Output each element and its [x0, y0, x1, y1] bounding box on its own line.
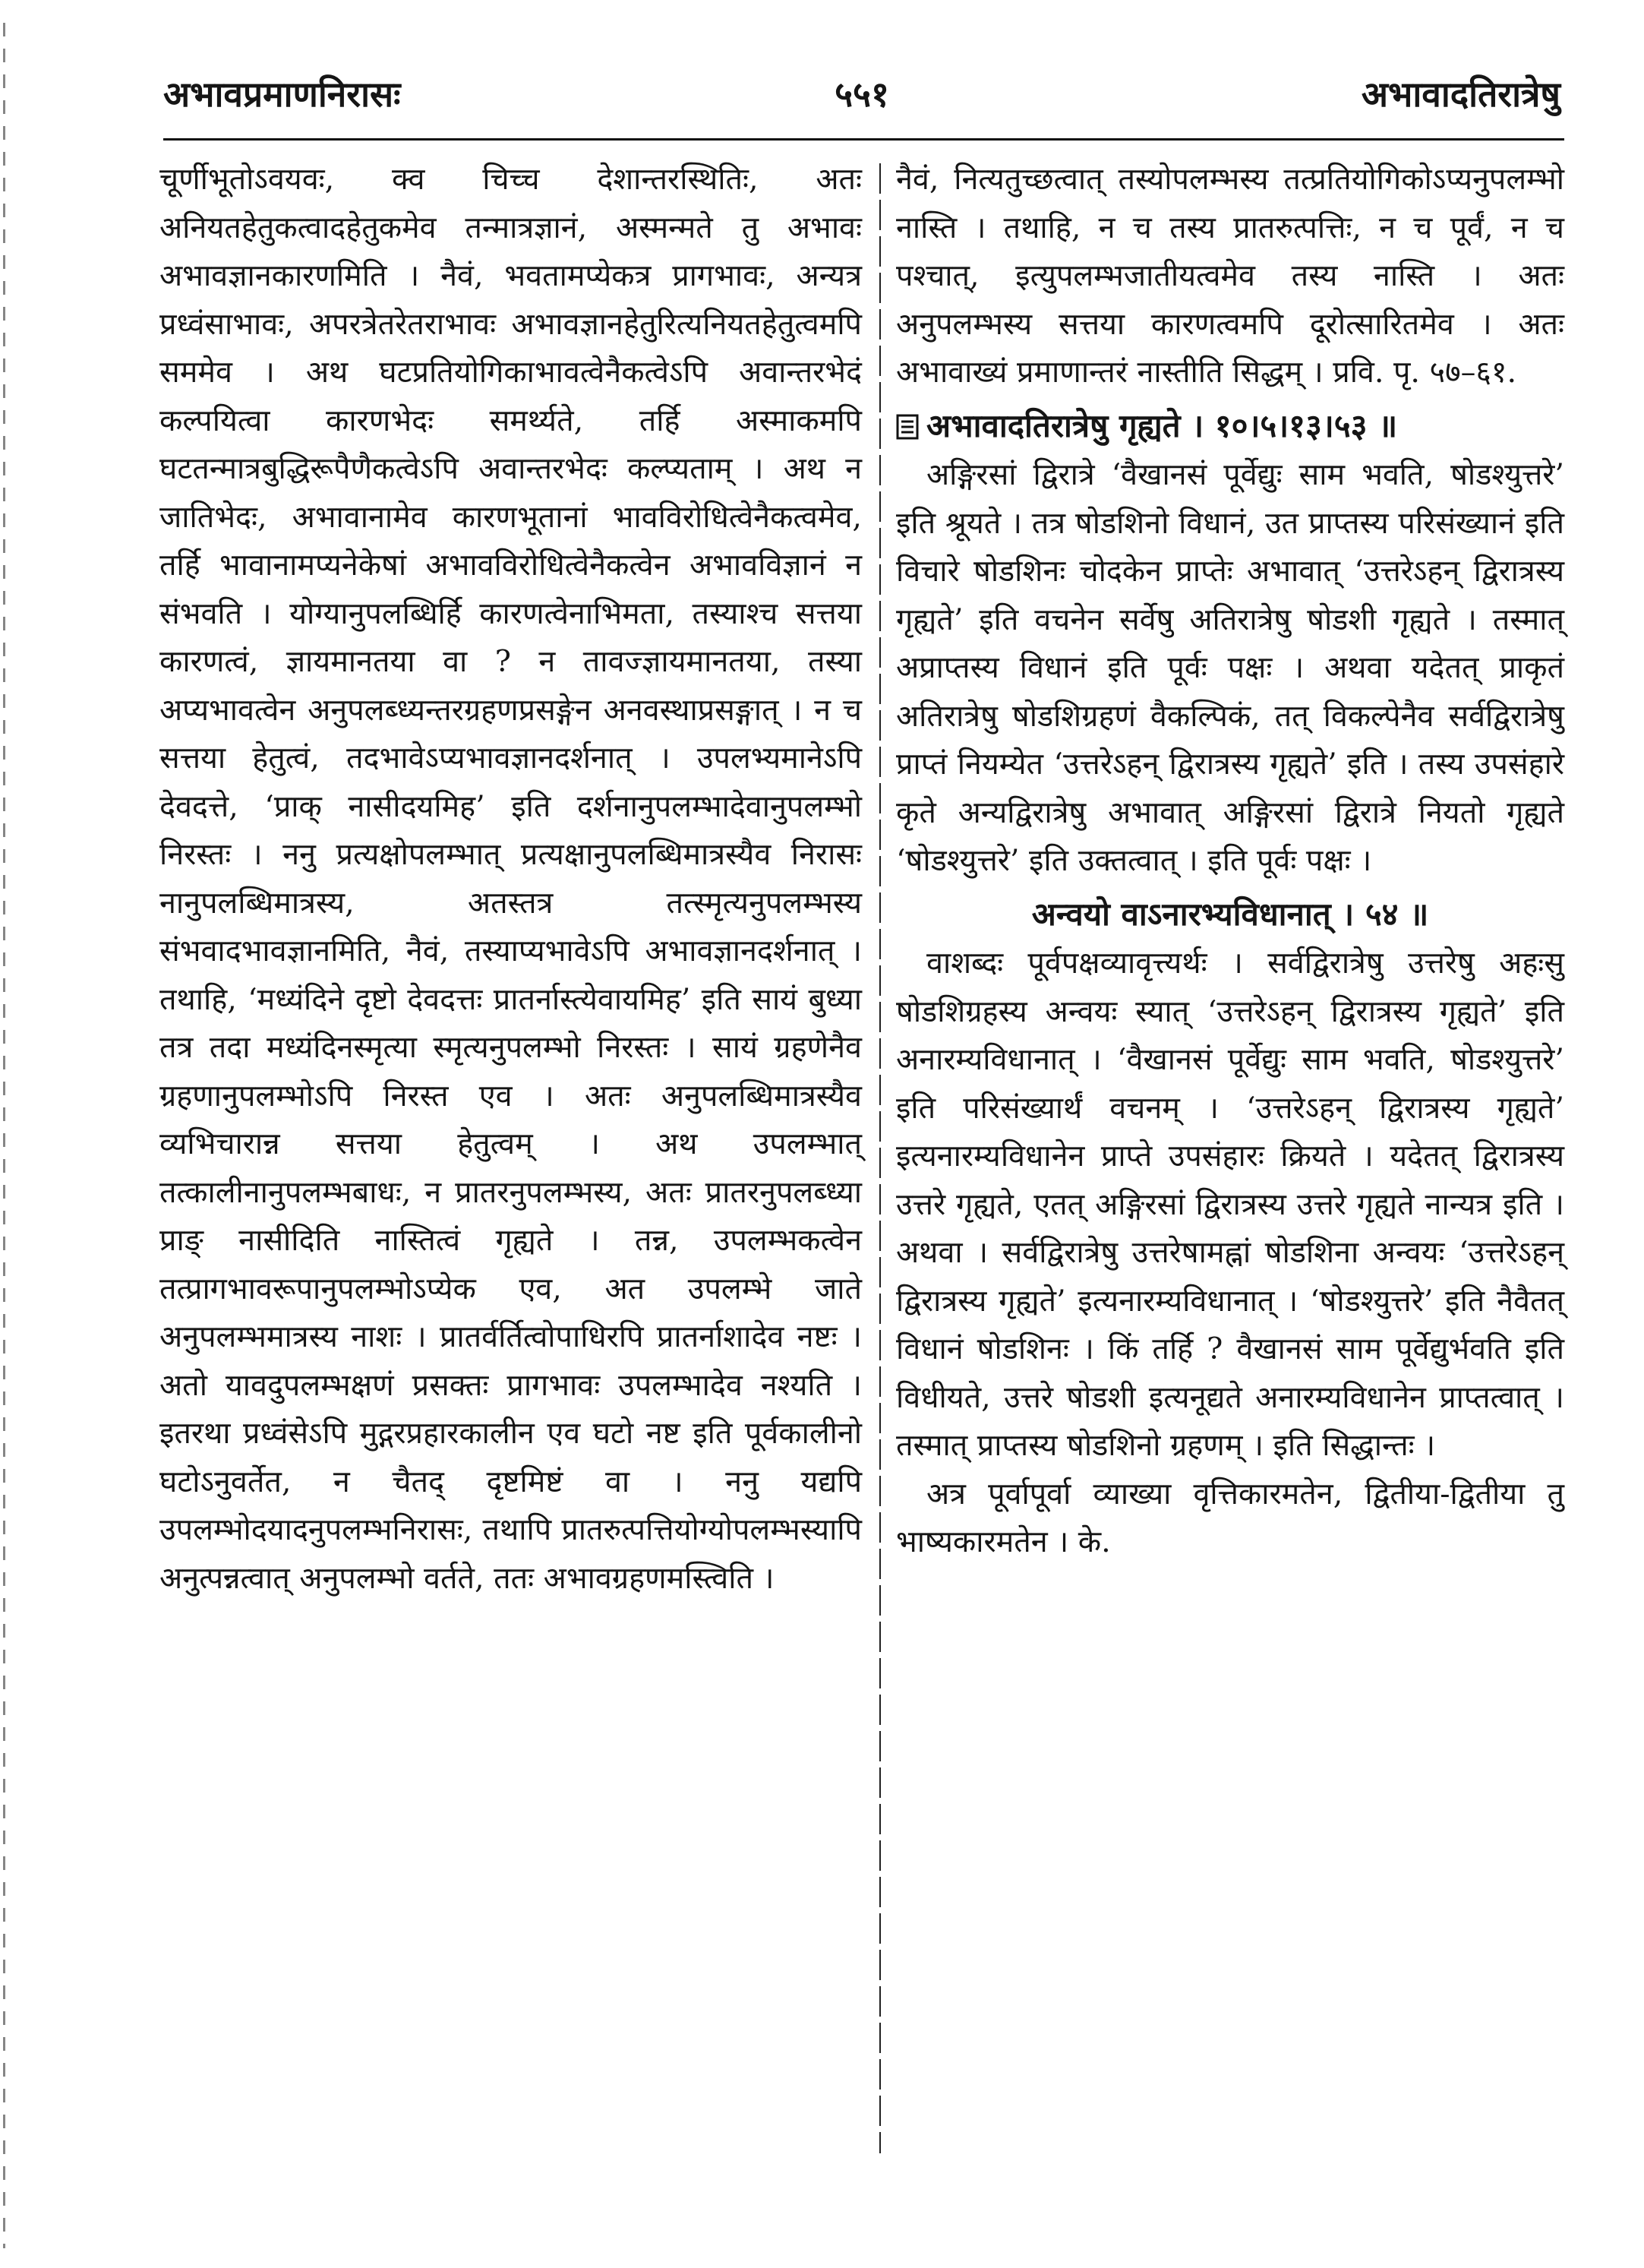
- left-column: [159, 156, 862, 1603]
- sutra-heading-53-text: अभावादतिरात्रेषु गृह्यते । १०।५।१३।५३ ॥: [926, 406, 1398, 444]
- header-rule: [163, 138, 1564, 141]
- running-title-right: अभावादतिरात्रेषु: [1361, 74, 1560, 115]
- right-intro-paragraph: नैवं, नित्यतुच्छत्वात् तस्योपलम्भस्य तत्प्रतियोगिकोऽप्यनुपलम्भो नास्ति । तथाहि, न च तस्य प्रातरुत्पत्तिः, न च पूर्वं, न च पश्चात्, इत्युपलम्भजातीयत्वमेव तस्य नास्ति । अतः अनुपलम्भस्य सत्तया कारणत्वमपि दूरोत्सारितमेव । अतः अभावाख्यं प्रमाणान्तरं नास्तीति सिद्धम् । प्रवि. पृ. ५७–६१.: [896, 162, 1564, 390]
- commentary-53: अङ्गिरसां द्विरात्रे ‘वैखानसं पूर्वेद्युः साम भवति, षोडश्युत्तरे’ इति श्रूयते । तत्र षोडशिनो विधानं, उत प्राप्तस्य परिसंख्यानं इति विचारे षोडशिनः चोदकेन प्राप्तेः अभावात् ‘उत्तरेऽहन् द्विरात्रस्य गृह्यते’ इति वचनेन सर्वेषु अतिरात्रेषु षोडशी गृह्यते । तस्मात् अप्राप्तस्य विधानं इति पूर्वः पक्षः । अथवा यदेतत् प्राकृतं अतिरात्रेषु षोडशिग्रहणं वैकल्पिकं, तत् विकल्पेनैव सर्वद्विरात्रेषु प्राप्तं नियम्येत ‘उत्तरेऽहन् द्विरात्रस्य गृह्यते’ इति । तस्य उपसंहारे कृते अन्यद्विरात्रेषु अभावात् अङ्गिरसां द्विरात्रे नियतो गृह्यते ‘षोडश्युत्तरे’ इति उक्तत्वात् । इति पूर्वः पक्षः ।: [896, 457, 1564, 878]
- closing-note: अत्र पूर्वापूर्वा व्याख्या वृत्तिकारमतेन, द्वितीया-द्वितीया तु भाष्यकारमतेन । के.: [896, 1476, 1564, 1559]
- sutra-heading-53: [896, 402, 1564, 450]
- section-mark-icon: [896, 414, 919, 440]
- scan-edge-line: [3, 23, 5, 2248]
- page-number: ५५१: [835, 74, 889, 115]
- page-header: [163, 70, 1560, 131]
- right-column: [896, 156, 1564, 1567]
- commentary-54: वाशब्दः पूर्वपक्षव्यावृत्त्यर्थः । सर्वद्विरात्रेषु उत्तरेषु अहःसु षोडशिग्रहस्य अन्वयः स्यात् ‘उत्तरेऽहन् द्विरात्रस्य गृह्यते’ इति अनारम्यविधानात् । ‘वैखानसं पूर्वेद्युः साम भवति, षोडश्युत्तरे’ इति परिसंख्यार्थं वचनम् । ‘उत्तरेऽहन् द्विरात्रस्य गृह्यते’ इत्यनारम्यविधानेन प्राप्ते उपसंहारः क्रियते । यदेतत् द्विरात्रस्य उत्तरे गृह्यते, एतत् अङ्गिरसां द्विरात्रस्य उत्तरे गृह्यते नान्यत्र इति । अथवा । सर्वद्विरात्रेषु उत्तरेषामह्नां षोडशिना अन्वयः ‘उत्तरेऽहन् द्विरात्रस्य गृह्यते’ इत्यनारम्यविधानात् । ‘षोडश्युत्तरे’ इति नैवैतत् विधानं षोडशिनः । किं तर्हि ? वैखानसं साम पूर्वेद्युर्भवति इति विधीयते, उत्तरे षोडशी इत्यनूद्यते अनारम्यविधानेन प्राप्तत्वात् । तस्मात् प्राप्तस्य षोडशिनो ग्रहणम् । इति सिद्धान्तः ।: [896, 946, 1564, 1463]
- left-column-paragraph: चूर्णीभूतोऽवयवः, क्व चिच्च देशान्तरस्थितिः, अतः अनियतहेतुकत्वादहेतुकमेव तन्मात्रज्ञानं, अस्मन्मते तु अभावः अभावज्ञानकारणमिति । नैवं, भवतामप्येकत्र प्रागभावः, अन्यत्र प्रध्वंसाभावः, अपरत्रेतरेतराभावः अभावज्ञानहेतुरित्यनियतहेतुत्वमपि सममेव । अथ घटप्रतियोगिकाभावत्वेनैकत्वेऽपि अवान्तरभेदं कल्पयित्वा कारणभेदः समर्थ्यते, तर्हि अस्माकमपि घटतन्मात्रबुद्धिरूपैणैकत्वेऽपि अवान्तरभेदः कल्प्यताम् । अथ न जातिभेदः, अभावानामेव कारणभूतानां भावविरोधित्वेनैकत्वमेव, तर्हि भावानामप्यनेकेषां अभावविरोधित्वेनैकत्वेन अभावविज्ञानं न संभवति । योग्यानुपलब्धिर्हि कारणत्वेनाभिमता, तस्याश्च सत्तया कारणत्वं, ज्ञायमानतया वा ? न तावज्ज्ञायमानतया, तस्या अप्यभावत्वेन अनुपलब्ध्यन्तरग्रहणप्रसङ्गेन अनवस्थाप्रसङ्गात् । न च सत्तया हेतुत्वं, तदभावेऽप्यभावज्ञानदर्शनात् । उपलभ्यमानेऽपि देवदत्ते, ‘प्राक् नासीदयमिह’ इति दर्शनानुपलम्भादेवानुपलम्भो निरस्तः । ननु प्रत्यक्षोपलम्भात् प्रत्यक्षानुपलब्धिमात्रस्यैव निरासः नानुपलब्धिमात्रस्य, अतस्तत्र तत्स्मृत्यनुपलम्भस्य संभवादभावज्ञानमिति, नैवं, तस्याप्यभावेऽपि अभावज्ञानदर्शनात् । तथाहि, ‘मध्यंदिने दृष्टो देवदत्तः प्रातर्नास्त्येवायमिह’ इति सायं बुध्या तत्र तदा मध्यंदिनस्मृत्या स्मृत्यनुपलम्भो निरस्तः । सायं ग्रहणेनैव ग्रहणानुपलम्भोऽपि निरस्त एव । अतः अनुपलब्धिमात्रस्यैव व्यभिचारान्न सत्तया हेतुत्वम् । अथ उपलम्भात् तत्कालीनानुपलम्भबाधः, न प्रातरनुपलम्भस्य, अतः प्रातरनुपलब्ध्या प्राङ् नासीदिति नास्तित्वं गृह्यते । तन्न, उपलम्भकत्वेन तत्प्रागभावरूपानुपलम्भोऽप्येक एव, अत उपलम्भे जाते अनुपलम्भमात्रस्य नाशः । प्रातर्वर्तित्वोपाधिरपि प्रातर्नाशादेव नष्टः । अतो यावदुपलम्भक्षणं प्रसक्तः प्रागभावः उपलम्भादेव नश्यति । इतरथा प्रध्वंसेऽपि मुद्गरप्रहारकालीन एव घटो नष्ट इति पूर्वकालीनो घटोऽनुवर्तेत, न चैतद् दृष्टमिष्टं वा । ननु यद्यपि उपलम्भोदयादनुपलम्भनिरासः, तथापि प्रातरुत्पत्तियोग्योपलम्भस्यापि अनुत्पन्नत्वात् अनुपलम्भो वर्तते, ततः अभावग्रहणमस्त्विति ।: [159, 162, 862, 1596]
- running-title-left: अभावप्रमाणनिरासः: [163, 74, 401, 115]
- column-divider: [879, 163, 881, 2153]
- sutra-heading-54: अन्वयो वाऽनारभ्यविधानात् । ५४ ॥: [1031, 895, 1429, 933]
